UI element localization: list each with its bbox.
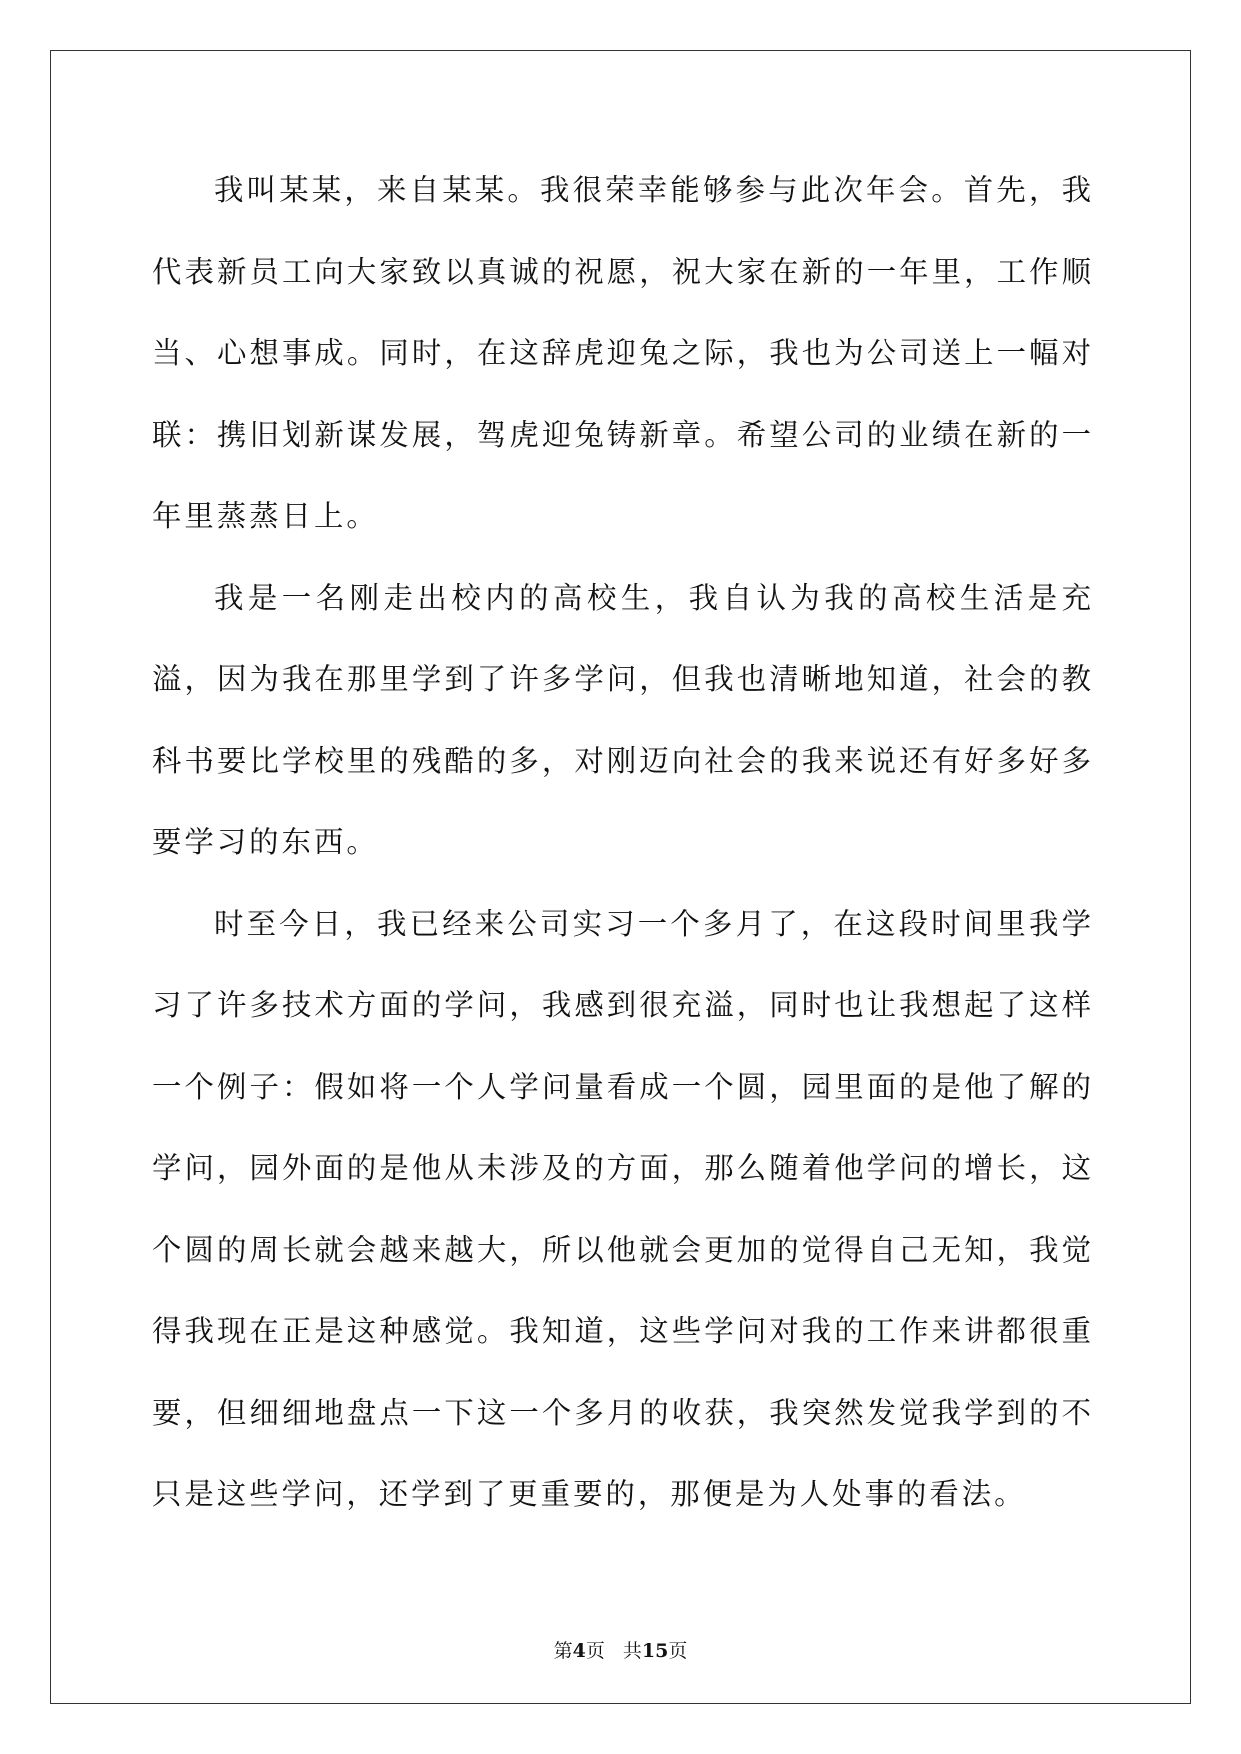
total-prefix: 共 (622, 1640, 642, 1662)
paragraph-1: 我叫某某，来自某某。我很荣幸能够参与此次年会。首先，我代表新员工向大家致以真诚的祝愿，祝大家在新的一年里，工作顺当、心想事成。同时，在这辞虎迎兔之际，我也为公司送上一幅对联：携旧划新谋发展，驾虎迎兔铸新章。希望公司的业绩在新的一年里蒸蒸日上。 (152, 173, 1094, 533)
page-prefix: 第 (553, 1640, 573, 1662)
paragraph-3: 时至今日，我已经来公司实习一个多月了，在这段时间里我学习了许多技术方面的学问，我感到很充溢，同时也让我想起了这样一个例子：假如将一个人学问量看成一个圆，园里面的是他了解的学问，园外面的是他从未涉及的方面，那么随着他学问的增长，这个圆的周长就会越来越大，所以他就会更加的觉得自己无知，我觉得我现在正是这种感觉。我知道，这些学问对我的工作来讲都很重要，但细细地盘点一下这一个多月的收获，我突然发觉我学到的不只是这些学问，还学到了更重要的，那便是为人处事的看法。 (152, 906, 1094, 1511)
total-pages: 15 (641, 1640, 669, 1662)
document-body (152, 150, 1094, 1536)
page-suffix: 页 (585, 1640, 605, 1662)
page-footer (0, 1636, 1241, 1663)
total-suffix: 页 (668, 1640, 688, 1662)
paragraph-2: 我是一名刚走出校内的高校生，我自认为我的高校生活是充溢，因为我在那里学到了许多学问，但我也清晰地知道，社会的教科书要比学校里的残酷的多，对刚迈向社会的我来说还有好多好多要学习的东西。 (152, 580, 1094, 859)
page-number: 4 (572, 1640, 586, 1662)
